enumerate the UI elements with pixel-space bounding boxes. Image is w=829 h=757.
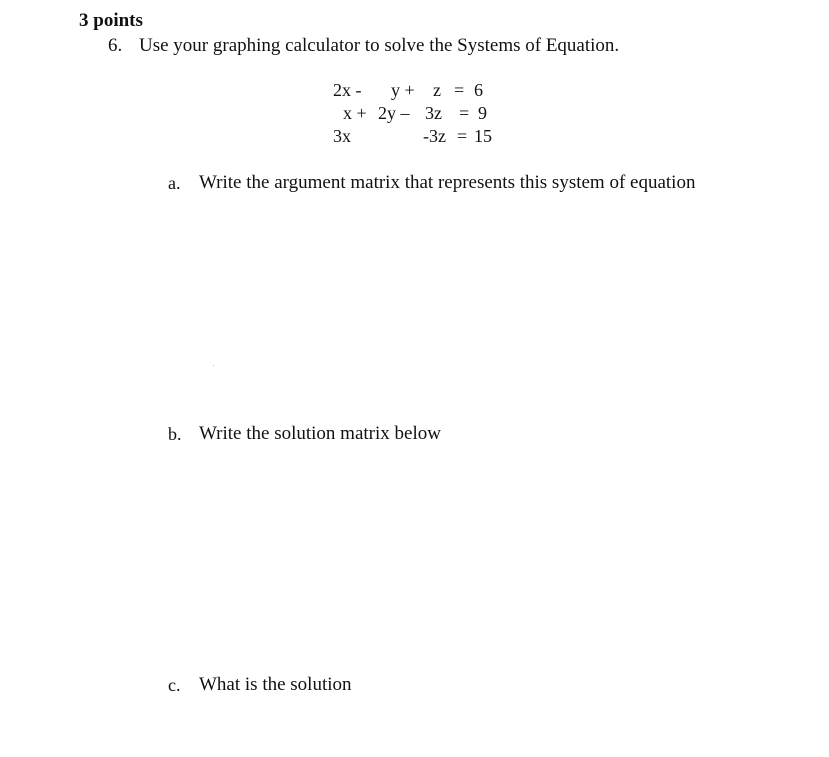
equation-row	[0, 103, 829, 127]
equation-rhs: 6	[474, 80, 483, 100]
equation-row	[0, 80, 829, 104]
equals-sign: =	[454, 80, 465, 100]
question-number: 6.	[108, 35, 123, 56]
equation-term: 2x -	[333, 80, 362, 100]
equation-term: -3z	[423, 126, 446, 146]
part-letter: c.	[168, 675, 181, 695]
part-letter: b.	[168, 424, 182, 444]
equation-rhs: 9	[478, 103, 487, 123]
question-text: Use your graphing calculator to solve the Systems of Equation.	[139, 35, 620, 56]
part-text: Write the argument matrix that represents this system of equation	[199, 172, 696, 193]
equation-term: 3z	[425, 103, 442, 123]
part-text: What is the solution	[199, 674, 352, 695]
scan-speck	[213, 365, 214, 366]
part-letter: a.	[168, 173, 181, 193]
equation-term: 2y –	[378, 103, 410, 123]
points-label: 3 points	[79, 10, 143, 31]
equals-sign: =	[457, 126, 468, 146]
part-text: Write the solution matrix below	[199, 423, 441, 444]
equals-sign: =	[459, 103, 470, 123]
equation-rhs: 15	[474, 126, 492, 146]
equation-term: 3x	[333, 126, 351, 146]
equation-term: z	[433, 80, 441, 100]
equation-term: x +	[343, 103, 367, 123]
equation-term: y +	[391, 80, 415, 100]
equation-row	[0, 126, 829, 150]
